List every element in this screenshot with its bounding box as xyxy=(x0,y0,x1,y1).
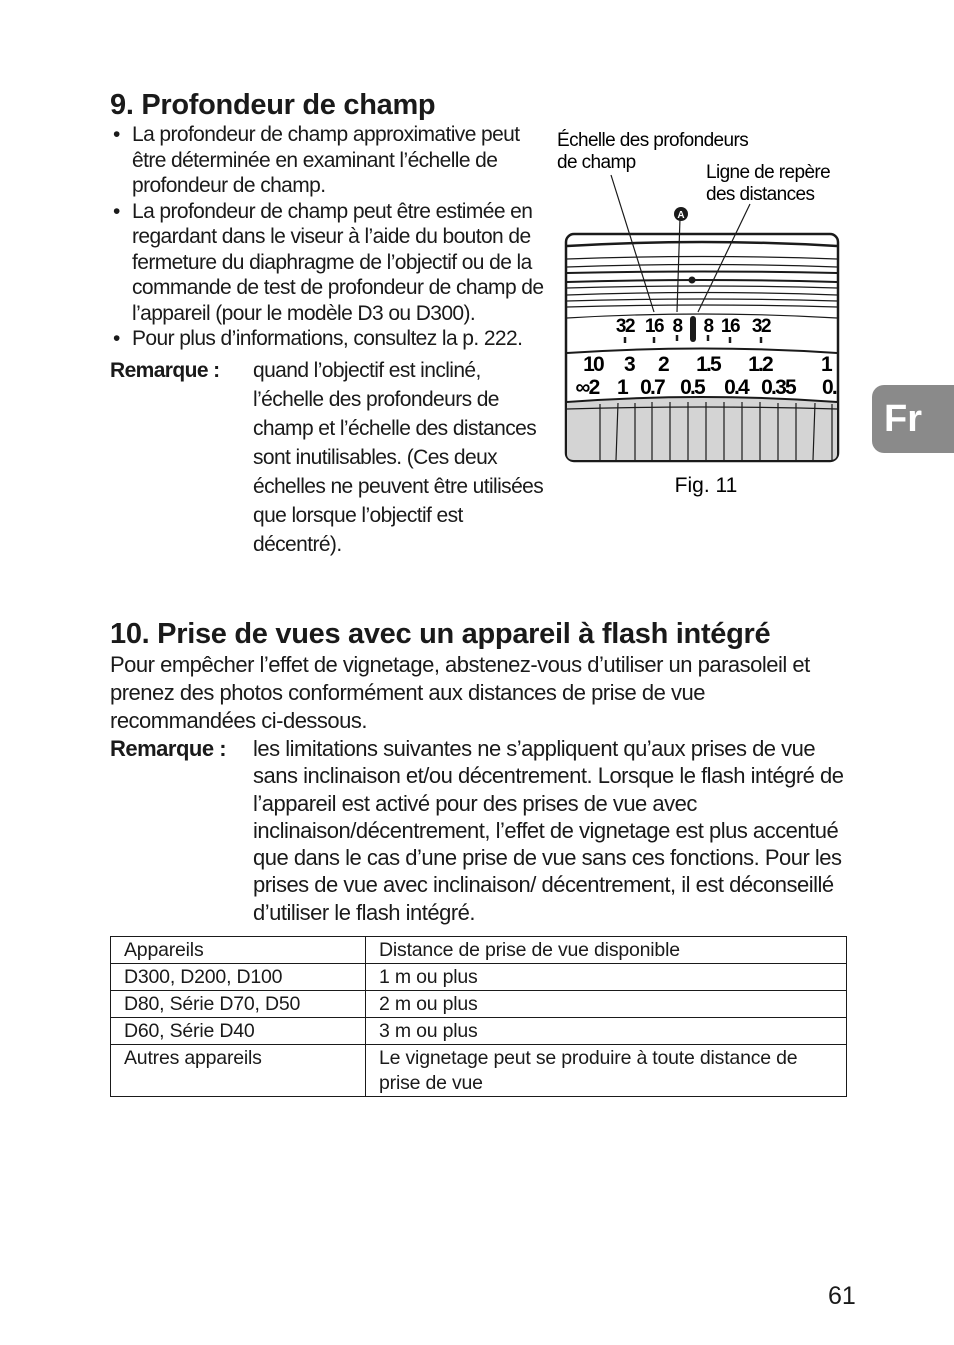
table-row xyxy=(111,1018,847,1045)
distance-mark: 3 xyxy=(624,353,634,376)
distance-mark: 1.2 xyxy=(748,353,772,376)
distance-mark: 0.4 xyxy=(724,376,748,399)
distance-index-line xyxy=(690,316,696,342)
table-header: Appareils xyxy=(111,937,366,964)
table-cell: 3 m ou plus xyxy=(366,1018,847,1045)
bullet-item: • La profondeur de champ peut être estimée en regardant dans le viseur à l’aide du bouton de fermeture du diaphragme de l’objectif ou de la commande de test de profondeur de champ de l’appareil (pour le modèle D3 ou D300). xyxy=(110,199,550,327)
depth-mark: 32 xyxy=(615,316,635,337)
section-10-intro: Pour empêcher l’effet de vignetage, abstenez-vous d’utiliser un parasoleil et prenez des photos conformément aux distances de prise de vue recommandées ci-dessous. xyxy=(110,652,810,733)
marker-a-label: A xyxy=(677,210,685,221)
table-cell: D80, Série D70, D50 xyxy=(111,991,366,1018)
section-9-title: 9. Profondeur de champ xyxy=(110,89,436,121)
camera-distance-table xyxy=(110,936,847,1097)
table-row xyxy=(111,964,847,991)
table-cell: Le vignetage peut se produire à toute distance de prise de vue xyxy=(366,1045,847,1097)
figure-caption: Fig. 11 xyxy=(674,474,738,497)
index-dot xyxy=(689,277,696,284)
table-row xyxy=(111,991,847,1018)
label-depth-scale-line2: de champ xyxy=(557,152,636,173)
section-9-remark xyxy=(110,356,550,559)
distance-mark: 0.5 xyxy=(680,376,704,399)
section-9-body xyxy=(110,122,850,617)
table-header: Distance de prise de vue disponible xyxy=(366,937,847,964)
section-10-remark xyxy=(110,735,850,926)
depth-mark: 8 xyxy=(672,316,682,337)
distance-mark: 0.35 xyxy=(761,376,795,399)
label-distance-line1: Ligne de repère xyxy=(706,162,831,183)
table-cell: D60, Série D40 xyxy=(111,1018,366,1045)
depth-mark: 32 xyxy=(751,316,771,337)
page-number: 61 xyxy=(828,1282,856,1310)
page-content xyxy=(110,0,850,1097)
distance-mark: ∞2 xyxy=(575,376,599,399)
label-distance-line2: des distances xyxy=(706,184,815,205)
bullet-item: • Pour plus d’informations, consultez la p. 222. xyxy=(110,326,550,352)
section-9-bullets xyxy=(110,122,550,352)
table-cell: Autres appareils xyxy=(111,1045,366,1097)
remark-text: quand l’objectif est incliné, l’échelle des profondeurs de champ et l’échelle des distances sont inutilisables. (Ces deux échelles ne peuvent être utilisées que lorsque l’objectif est décentré). xyxy=(253,358,544,556)
distance-mark: 1 xyxy=(821,353,831,376)
figure-11-depth-scale-diagram xyxy=(550,120,850,500)
bullet-item: • La profondeur de champ approximative peut être déterminée en examinant l’échelle de profondeur de champ. xyxy=(110,122,550,199)
table-row xyxy=(111,1045,847,1097)
language-tab-fr: Fr xyxy=(872,385,954,453)
distance-mark: 0.7 xyxy=(640,376,664,399)
table-header-row xyxy=(111,937,847,964)
depth-mark: 16 xyxy=(644,316,664,337)
label-depth-scale-line1: Échelle des profondeurs xyxy=(557,130,749,151)
distance-mark: 0. xyxy=(822,376,836,399)
table-cell: D300, D200, D100 xyxy=(111,964,366,991)
section-9-text-column xyxy=(110,122,550,559)
remark-label: Remarque : xyxy=(110,736,227,761)
depth-mark: 16 xyxy=(720,316,740,337)
distance-mark: 1 xyxy=(617,376,627,399)
distance-mark: 1.5 xyxy=(696,353,720,376)
distance-mark: 2 xyxy=(658,353,668,376)
table-cell: 1 m ou plus xyxy=(366,964,847,991)
remark-text: les limitations suivantes ne s’appliquent qu’aux prises de vue sans inclinaison et/ou décentrement. Lorsque le flash intégré de l’appareil est activé pour des prises de vue avec inclinaison/décentrement, l’effet de vignetage est plus accentué que dans le cas d’une prise de vue sans ces fonctions. Pour les prises de vue avec inclinaison/ décentrement, il est déconseillé d’utiliser le flash intégré. xyxy=(253,736,844,925)
section-10-title: 10. Prise de vues avec un appareil à flash intégré xyxy=(110,618,771,650)
table-cell: 2 m ou plus xyxy=(366,991,847,1018)
remark-label: Remarque : xyxy=(110,358,220,382)
distance-mark: 10 xyxy=(583,353,603,376)
depth-mark: 8 xyxy=(703,316,713,337)
